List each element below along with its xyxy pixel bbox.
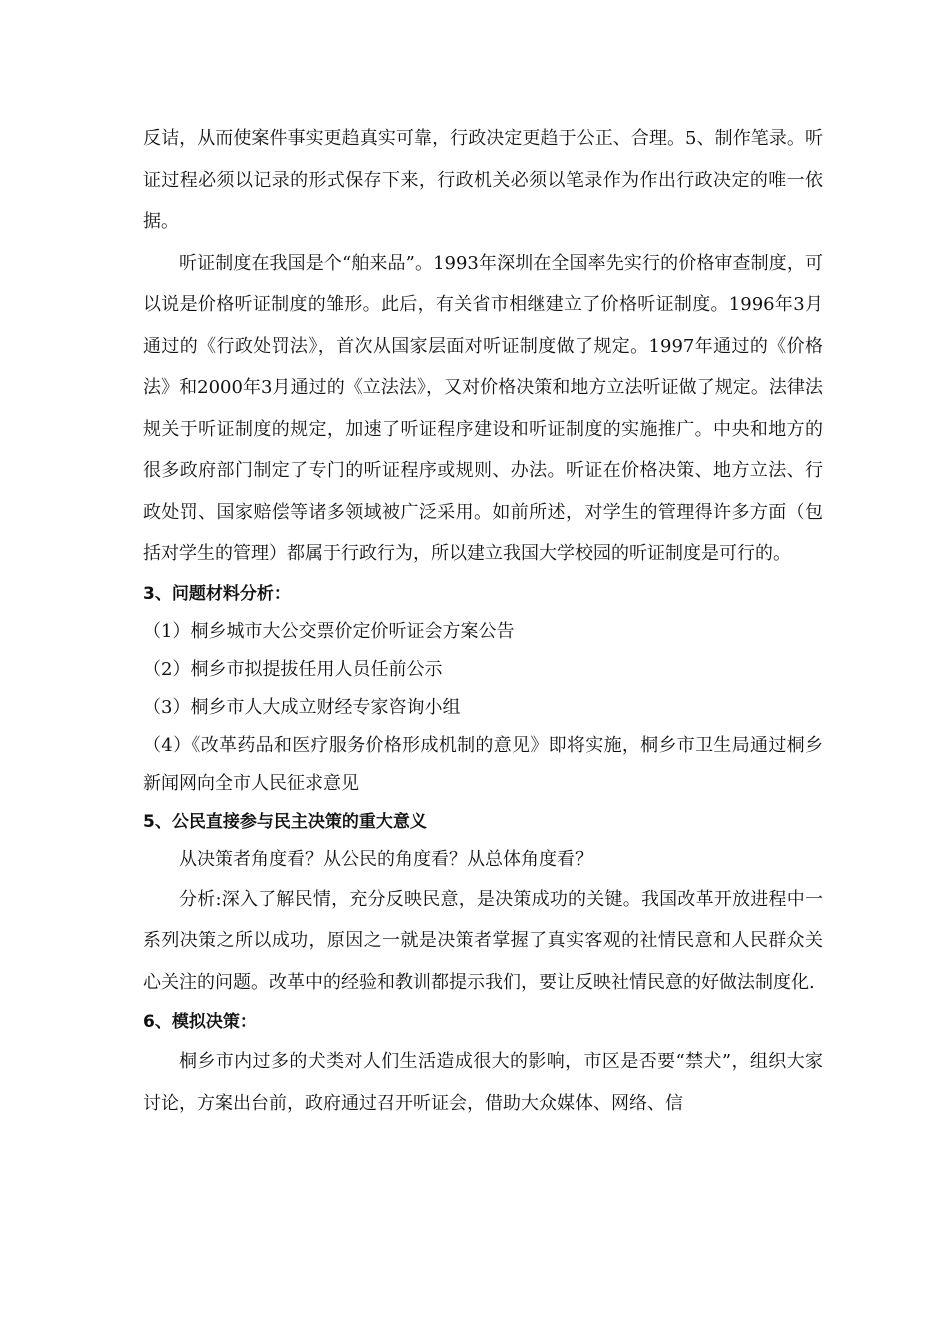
section-6-text: 桐乡市内过多的犬类对人们生活造成很大的影响，市区是否要“禁犬”，组织大家讨论，方案出台前，政府通过召开听证会，借助大众媒体、网络、信 — [143, 1051, 823, 1114]
section-6-heading: 6、模拟决策： — [143, 1012, 257, 1032]
section-5-analysis: 分析:深入了解民情，充分反映民意，是决策成功的关键。我国改革开放进程中一系列决策之所以成功，原因之一就是决策者掌握了真实客观的社情民意和人民群众关心关注的问题。改革中的经验和教训都提示我们，要让反映社情民意的好做法制度化. — [143, 888, 823, 993]
section-3-heading: 3、问题材料分析： — [143, 583, 291, 604]
paragraph-hearing-history: 听证制度在我国是个“舶来品”。1993年深圳在全国率先实行的价格审查制度，可以说是价格听证制度的雏形。此后，有关省市相继建立了价格听证制度。1996年3月通过的《行政处罚法》，首次从国家层面对听证制度做了规定。1997年通过的《价格法》和2000年3月通过的《立法法》，又对价格决策和地方立法听证做了规定。法律法规关于听证制度的规定，加速了听证程序建设和听证制度的实施推广。中央和地方的很多政府部门制定了专门的听证程序或规则、办法。听证在价格决策、地方立法、行政处罚、国家赔偿等诸多领域被广泛采用。如前所述，对学生的管理得许多方面（包括对学生的管理）都属于行政行为，所以建立我国大学校园的听证制度是可行的。 — [143, 252, 823, 564]
list-item-4: （4）《改革药品和医疗服务价格形成机制的意见》即将实施，桐乡市卫生局通过桐乡新闻网向全市人民征求意见 — [143, 734, 823, 794]
section-5-question: 从决策者角度看？从公民的角度看？从总体角度看？ — [179, 848, 593, 870]
document-page — [143, 118, 823, 1124]
list-item-1: （1）桐乡城市大公交票价定价听证会方案公告 — [143, 620, 515, 642]
list-item-3: （3）桐乡市人大成立财经专家咨询小组 — [143, 696, 461, 718]
section-5-heading: 5、公民直接参与民主决策的重大意义 — [143, 811, 427, 832]
paragraph-hearing-procedure: 反诘，从而使案件事实更趋真实可靠，行政决定更趋于公正、合理。5、制作笔录。听证过程必须以记录的形式保存下来，行政机关必须以笔录作为作出行政决定的唯一依据。 — [143, 128, 823, 232]
list-item-2: （2）桐乡市拟提拔任用人员任前公示 — [143, 658, 443, 680]
